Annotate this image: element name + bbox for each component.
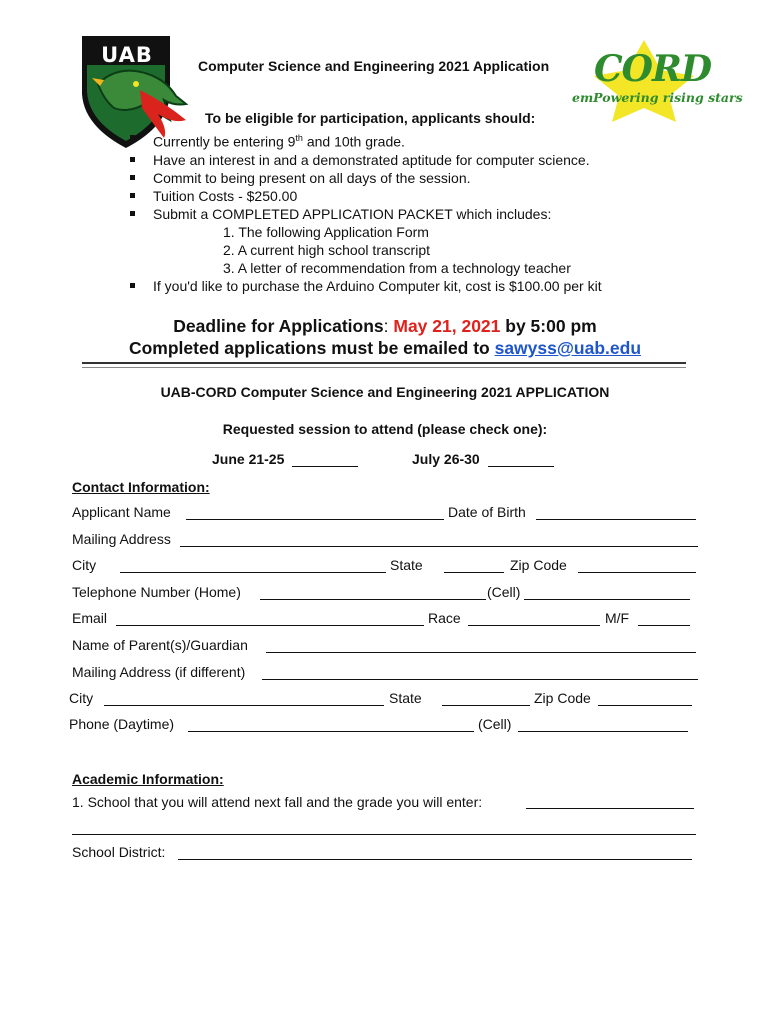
city-alt-field[interactable]	[104, 705, 384, 706]
zip-alt-label: Zip Code	[534, 690, 591, 706]
divider	[82, 367, 686, 368]
telephone-home-field[interactable]	[260, 599, 486, 600]
parent-name-label: Name of Parent(s)/Guardian	[72, 637, 248, 653]
state-alt-label: State	[389, 690, 422, 706]
mailing-address-field[interactable]	[180, 546, 698, 547]
cord-logo-text: CORD	[594, 48, 712, 90]
session-july-label: July 26-30	[412, 451, 480, 467]
school-answer-field[interactable]	[72, 834, 696, 835]
phone-daytime-field[interactable]	[188, 731, 474, 732]
deadline-time: by 5:00 pm	[500, 316, 597, 336]
divider	[82, 362, 686, 364]
packet-item: 3. A letter of recommendation from a technology teacher	[223, 259, 571, 276]
cell-field[interactable]	[524, 599, 690, 600]
cord-tagline: emPowering rising stars	[572, 90, 743, 105]
dob-field[interactable]	[536, 519, 696, 520]
mf-field[interactable]	[638, 625, 690, 626]
session-june-label: June 21-25	[212, 451, 285, 467]
requirement-grade-a: Currently be entering 9	[153, 133, 296, 150]
race-label: Race	[428, 610, 461, 626]
school-district-field[interactable]	[178, 859, 692, 860]
state-alt-field[interactable]	[442, 705, 530, 706]
mf-label: M/F	[605, 610, 630, 626]
email-link[interactable]: sawyss@uab.edu	[494, 338, 642, 358]
applicant-name-label: Applicant Name	[72, 504, 171, 520]
deadline-label: Deadline for Applications	[173, 316, 384, 336]
applicant-name-field[interactable]	[186, 519, 444, 520]
requirement-packet: Submit a COMPLETED APPLICATION PACKET which includes:	[153, 205, 552, 222]
telephone-home-label: Telephone Number (Home)	[72, 584, 241, 600]
requirements-list	[128, 129, 648, 295]
list-item	[128, 129, 648, 151]
session-june-option[interactable]	[212, 451, 284, 467]
city-label: City	[72, 557, 97, 573]
cell-label: (Cell)	[487, 584, 521, 600]
parent-name-field[interactable]	[266, 652, 696, 653]
submit-text: Completed applications must be emailed to	[128, 338, 495, 358]
contact-heading: Contact Information:	[72, 479, 210, 495]
school-question-label: 1. School that you will attend next fall and the grade you will enter:	[72, 794, 483, 810]
session-july-option[interactable]	[412, 451, 480, 467]
phone-daytime-label: Phone (Daytime)	[69, 716, 175, 732]
requirement-grade-b: and 10th grade.	[302, 133, 405, 150]
list-item	[128, 205, 648, 277]
list-item: Tuition Costs - $250.00	[128, 187, 648, 205]
academic-heading: Academic Information:	[72, 771, 224, 787]
session-question: Requested session to attend (please check one):	[222, 421, 548, 437]
zip-label: Zip Code	[510, 557, 567, 573]
race-field[interactable]	[468, 625, 600, 626]
mailing-address-alt-field[interactable]	[262, 679, 698, 680]
dob-label: Date of Birth	[448, 504, 526, 520]
deadline-sep: :	[383, 316, 394, 336]
submit-line	[0, 338, 770, 359]
mailing-address-alt-label: Mailing Address (if different)	[72, 664, 246, 680]
cell-alt-field[interactable]	[518, 731, 688, 732]
city-field[interactable]	[120, 572, 386, 573]
packet-item: 1. The following Application Form	[223, 223, 429, 240]
zip-field[interactable]	[578, 572, 696, 573]
cord-logo	[564, 38, 743, 122]
eligibility-heading: To be eligible for participation, applicants should:	[205, 110, 536, 126]
requirement-grade-sup: th	[295, 133, 303, 143]
session-july-blank[interactable]	[488, 466, 554, 467]
state-field[interactable]	[444, 572, 504, 573]
email-field[interactable]	[116, 625, 424, 626]
list-item: If you'd like to purchase the Arduino Computer kit, cost is $100.00 per kit	[128, 277, 613, 295]
list-item: Commit to being present on all days of the session.	[128, 169, 648, 187]
uab-logo-text: UAB	[101, 43, 153, 67]
form-title: UAB-CORD Computer Science and Engineering 2021 APPLICATION	[160, 384, 610, 400]
deadline-date: May 21, 2021	[393, 316, 501, 336]
packet-list	[153, 223, 648, 277]
page-title: Computer Science and Engineering 2021 Application	[198, 58, 550, 74]
school-district-label: School District:	[72, 844, 166, 860]
zip-alt-field[interactable]	[598, 705, 692, 706]
email-label: Email	[72, 610, 108, 626]
mailing-address-label: Mailing Address	[72, 531, 171, 547]
state-label: State	[390, 557, 423, 573]
city-alt-label: City	[69, 690, 94, 706]
session-june-blank[interactable]	[292, 466, 358, 467]
school-grade-field[interactable]	[526, 808, 694, 809]
packet-item: 2. A current high school transcript	[223, 241, 430, 258]
deadline-line	[0, 316, 770, 337]
list-item: Have an interest in and a demonstrated aptitude for computer science.	[128, 151, 648, 169]
cell-alt-label: (Cell)	[478, 716, 512, 732]
